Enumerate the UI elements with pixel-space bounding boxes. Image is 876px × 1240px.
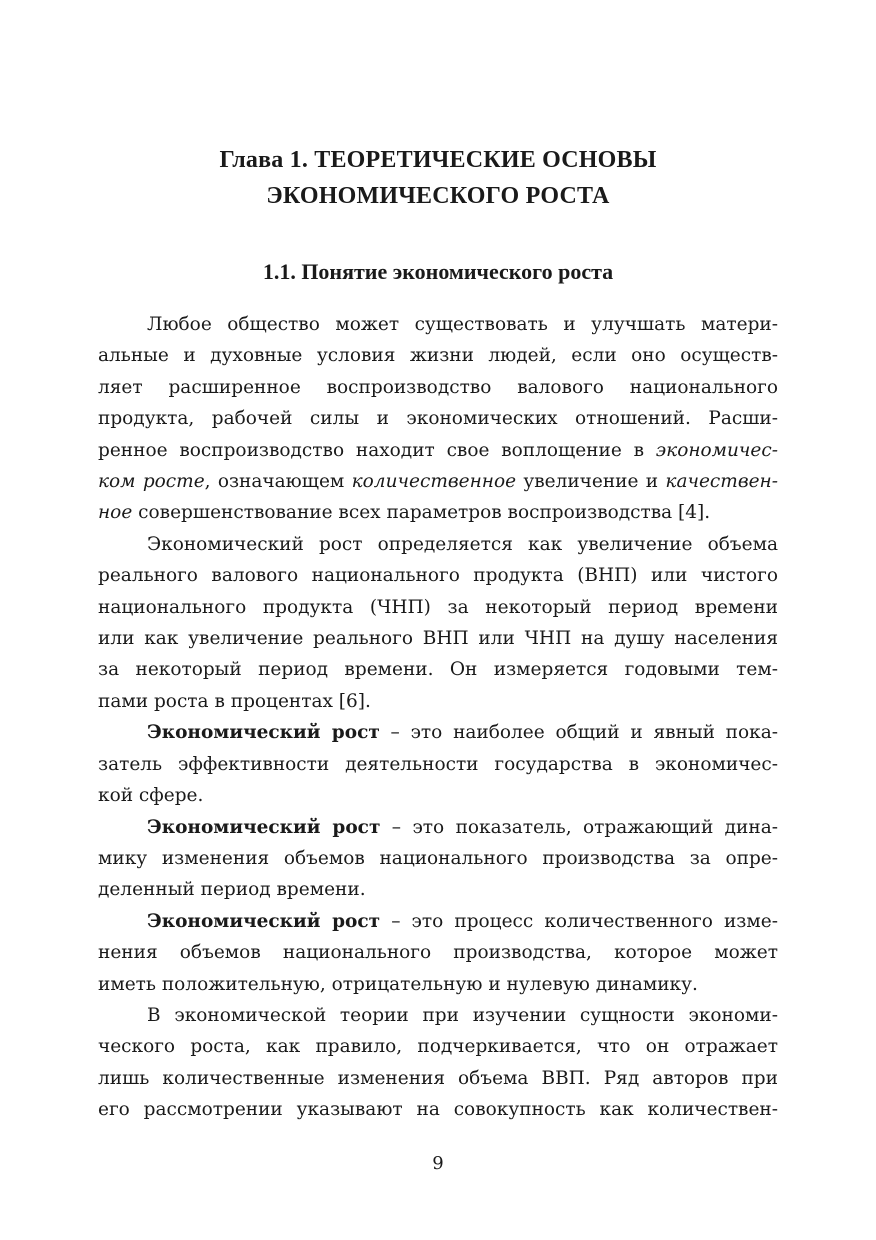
text-run: – это наиболее общий и явный пока- <box>379 722 778 744</box>
text-line: или как увеличение реального ВНП или ЧНП на душу населения <box>98 628 778 650</box>
section-title: 1.1. Понятие экономического роста <box>262 259 614 284</box>
text-line: за некоторый период времени. Он измеряется годовыми тем- <box>98 659 778 681</box>
text-line: лишь количественные изменения объема ВВП. Ряд авторов при <box>98 1067 778 1089</box>
italic-term: качествен- <box>665 471 778 493</box>
text-line: реального валового национального продукта (ВНП) или чистого <box>98 565 778 587</box>
text-line: продукта, рабочей силы и экономических отношений. Расши- <box>98 408 778 430</box>
text-run: ренное воспроизводство находит свое воплощение в <box>98 439 656 461</box>
text-line: мику изменения объемов национального производства за опре- <box>98 847 778 869</box>
italic-term: ное <box>98 502 133 524</box>
bold-term: Экономический рост <box>147 816 381 838</box>
text-line: В экономической теории при изучении сущности экономи- <box>147 1004 778 1026</box>
text-run: увеличение и <box>516 471 666 493</box>
text-line <box>98 812 778 843</box>
text-line: деленный период времени. <box>98 879 366 901</box>
text-line: ляет расширенное воспроизводство валового национального <box>98 376 778 398</box>
text-run: , означающем <box>204 471 352 493</box>
italic-term: экономичес- <box>655 439 778 461</box>
bold-term: Экономический рост <box>147 722 380 744</box>
text-line <box>98 717 778 748</box>
text-run: – это процесс количественного изме- <box>380 910 778 932</box>
text-line: нения объемов национального производства, которое может <box>98 942 778 964</box>
chapter-title-line-1: Глава 1. ТЕОРЕТИЧЕСКИЕ ОСНОВЫ <box>219 147 657 173</box>
text-run: совершенствование всех параметров воспроизводства [4]. <box>132 502 711 524</box>
text-line: Любое общество может существовать и улучшать матери- <box>147 314 778 335</box>
italic-term: ком росте <box>98 471 205 493</box>
text-run: – это показатель, отражающий дина- <box>380 816 778 838</box>
text-line <box>98 435 778 466</box>
chapter-title-line-2: ЭКОНОМИЧЕСКОГО РОСТА <box>266 183 610 209</box>
page-number: 9 <box>432 1153 444 1174</box>
text-line: альные и духовные условия жизни людей, если оно осуществ- <box>98 345 778 367</box>
text-line: его рассмотрении указывают на совокупность как количествен- <box>98 1099 778 1121</box>
text-line: ческого роста, как правило, подчеркивается, что он отражает <box>98 1036 778 1058</box>
text-line: пами роста в процентах [6]. <box>98 690 371 712</box>
italic-term: количественное <box>351 471 517 493</box>
text-line: кой сфере. <box>98 785 204 807</box>
chapter-title <box>98 142 778 214</box>
paragraph-2 <box>98 529 778 717</box>
paragraph-3 <box>98 717 778 811</box>
text-line: затель эффективности деятельности государства в экономичес- <box>98 753 778 775</box>
bold-term: Экономический рост <box>147 910 381 932</box>
body-text <box>98 309 778 1126</box>
text-line <box>98 466 778 497</box>
text-line <box>98 497 778 528</box>
paragraph-4 <box>98 812 778 906</box>
text-line: иметь положительную, отрицательную и нулевую динамику. <box>98 973 698 995</box>
paragraph-6 <box>98 1000 778 1126</box>
paragraph-1 <box>98 309 778 529</box>
text-line: национального продукта (ЧНП) за некоторый период времени <box>98 596 778 618</box>
text-line <box>98 906 778 937</box>
text-line: Экономический рост определяется как увеличение объема <box>147 533 778 555</box>
paragraph-5 <box>98 906 778 1000</box>
